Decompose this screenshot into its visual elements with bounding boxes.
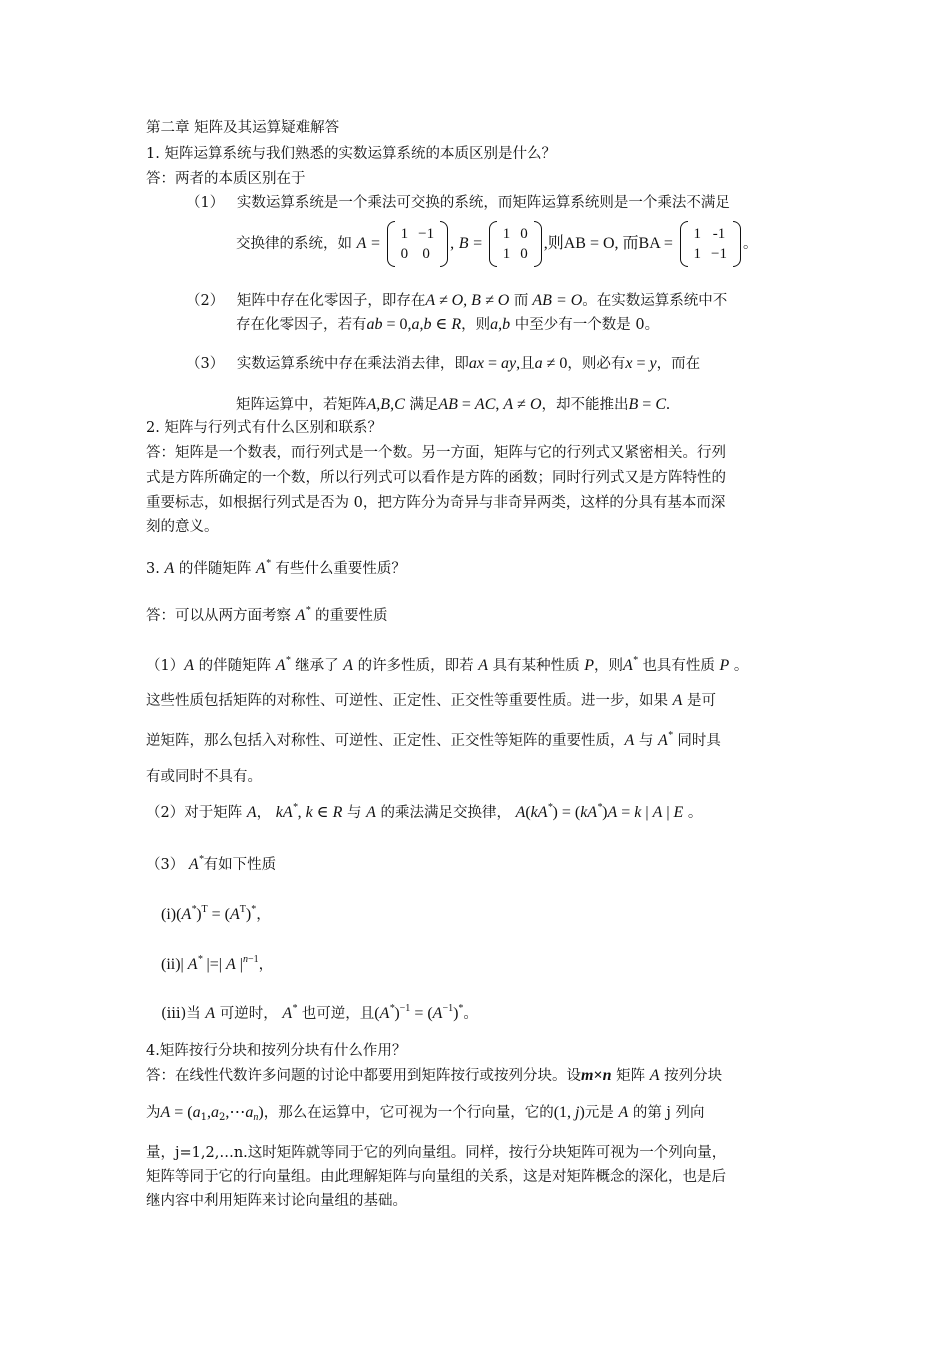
answer-1-point-3-line1: （3） 实数运算系统中存在乘法消去律，即ax = ay,且a ≠ 0，则必有x = y，而在 <box>186 355 701 372</box>
then-text: 则AB = O, 而BA = <box>547 235 673 252</box>
answer-4-line4: 矩阵等同于它的行向量组。由此理解矩阵与向量组的关系，这是对矩阵概念的深化，也是后 <box>146 1169 726 1185</box>
answer-4-line1: 答：在线性代数许多问题的讨论中都要用到矩阵按行或按列分块。设m×n 矩阵 A 按列分块 <box>146 1067 723 1084</box>
answer-2-line3: 重要标志，如根据行列式是否为 0，把方阵分为奇异与非奇异两类，这样的分具有基本而深 <box>146 495 726 511</box>
property-iii: (iii)当 A 可逆时， A* 也可逆，且$(A^*)^{-1} = (A^{-1})^*$。 <box>161 1003 478 1022</box>
answer-4-line5: 继内容中利用矩阵来讨论向量组的基础。 <box>146 1193 407 1209</box>
answer-3-point-1-line3: 逆矩阵，那么包括入对称性、可逆性、正定性、正交性等矩阵的重要性质，A 与 A* 同时具 <box>146 730 721 749</box>
point-text: 实数运算系统是一个乘法可交换的系统，而矩阵运算系统则是一个乘法不满足 <box>236 195 730 211</box>
question-4: 4.矩阵按行分块和按列分块有什么作用？ <box>146 1043 407 1059</box>
answer-1-intro: 答：两者的本质区别在于 <box>146 171 306 187</box>
answer-3-point-1-line2: 这些性质包括矩阵的对称性、可逆性、正定性、正交性等重要性质。进一步，如果 A 是可 <box>146 692 716 709</box>
question-3: 3. A 的伴随矩阵 A* 有些什么重要性质？ <box>146 558 406 577</box>
point-number: （1） <box>186 195 225 211</box>
matrix-example-line: 交换律的系统，如 A = 1 −1 0 0 , B = 1 0 1 0 ,则AB = O, 而BA = 1 -1 1 −1 。 <box>236 226 758 262</box>
answer-3-point-1-line4: 有或同时不具有。 <box>146 769 262 785</box>
answer-3-intro: 答：可以从两方面考察 A* 的重要性质 <box>146 605 388 624</box>
answer-1-point-3-line2: 矩阵运算中，若矩阵A,B,C 满足AB = AC, A ≠ O，却不能推出B = C. <box>236 396 670 413</box>
answer-1-point-2-line2: 存在化零因子，若有ab = 0,a,b ∈ R，则a,b 中至少有一个数是 0。 <box>236 316 660 333</box>
answer-2-line2: 式是方阵所确定的一个数，所以行列式可以看作是方阵的函数；同时行列式又是方阵特性的 <box>146 470 726 486</box>
question-2: 2. 矩阵与行列式有什么区别和联系？ <box>146 420 382 436</box>
answer-4-line2: 为$A = (a_1,a_2,\cdots a_n)$，那么在运算中，它可视为一个行向量，它的(1, j)元是 A 的第 j 列向 <box>146 1104 705 1123</box>
answer-3-point-3: （3） A*有如下性质 <box>146 854 277 873</box>
matrix-a: 1 −1 0 0 <box>387 224 448 264</box>
answer-2-line4: 刻的意义。 <box>146 519 219 535</box>
matrix-ba: 1 -1 1 −1 <box>680 224 741 264</box>
answer-2-line1: 答：矩阵是一个数表，而行列式是一个数。另一方面，矩阵与它的行列式又紧密相关。行列 <box>146 445 726 461</box>
answer-3-point-1-line1: （1）A 的伴随矩阵 A* 继承了 A 的许多性质，即若 A 具有某种性质 P，则A* 也具有性质 P 。 <box>146 655 749 674</box>
property-i: $(i)(A^*)^T = (A^T)^*$， <box>161 904 271 923</box>
matrix-b: 1 0 1 0 <box>489 224 542 264</box>
answer-1-point-1 <box>186 193 730 213</box>
chapter-title: 第二章 矩阵及其运算疑难解答 <box>146 120 340 136</box>
answer-3-point-2: （2）对于矩阵 A， kA*, k ∈ R 与 A 的乘法满足交换律， A(kA*) = (kA*)A = k | A | E 。 <box>146 802 703 821</box>
example-prefix: 交换律的系统，如 <box>236 236 352 252</box>
property-ii: (ii)| A* |=| A $|^{n-1}$， <box>161 954 274 973</box>
answer-4-line3: 量，j=1,2,…n.这时矩阵就等同于它的列向量组。同样，按行分块矩阵可视为一个列向量， <box>146 1145 727 1161</box>
question-1: 1. 矩阵运算系统与我们熟悉的实数运算系统的本质区别是什么？ <box>146 146 556 162</box>
answer-1-point-2-line1: （2） 矩阵中存在化零因子，即存在A ≠ O, B ≠ O 而 AB = O。在实数运算系统中不 <box>186 292 728 309</box>
